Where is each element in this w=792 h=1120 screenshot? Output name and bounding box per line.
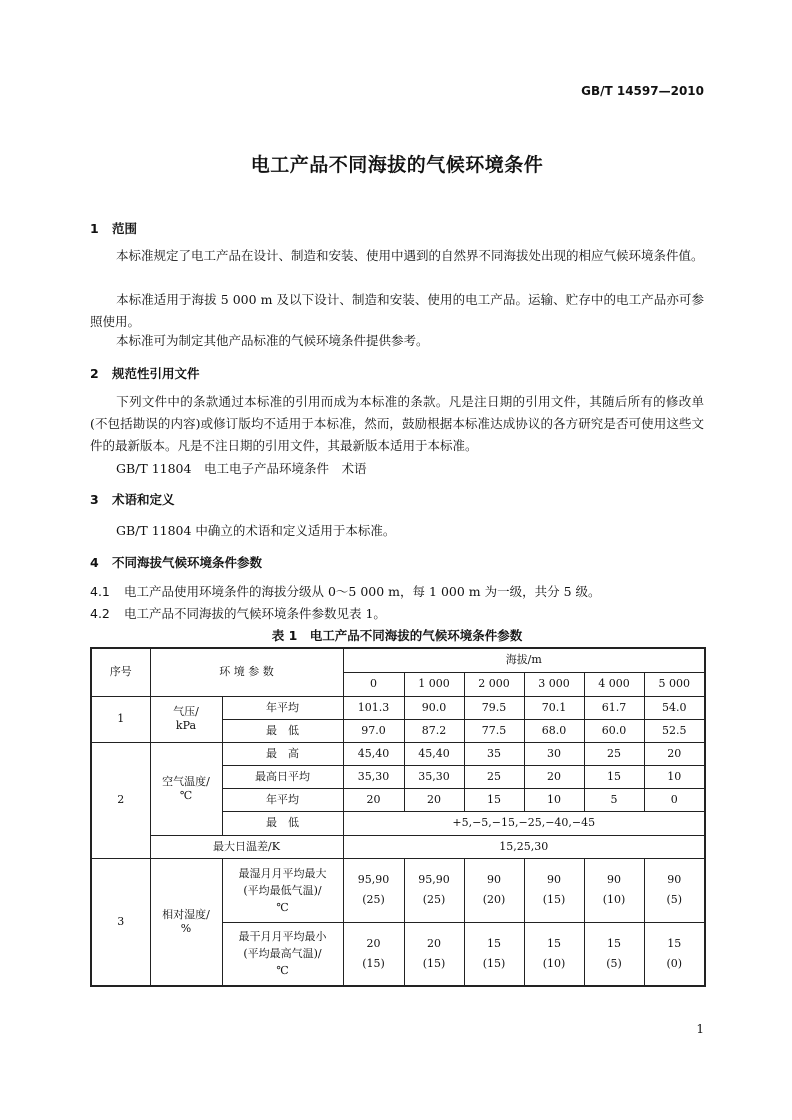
sub-param: 最 低 <box>222 719 343 742</box>
clause-text: 电工产品不同海拔的气候环境条件参数见表 1。 <box>124 606 386 621</box>
cell: 87.2 <box>404 719 464 742</box>
cell: 25 <box>464 765 524 788</box>
cell: 20 (15) <box>343 922 404 986</box>
standard-number: GB/T 14597—2010 <box>581 84 704 98</box>
cell: 20 <box>404 788 464 811</box>
table-row <box>91 835 705 858</box>
clause-number: 4.1 <box>90 584 110 599</box>
cell: 15 <box>584 765 644 788</box>
cell: 61.7 <box>584 696 644 719</box>
cell: 20 (15) <box>404 922 464 986</box>
table-row <box>91 858 705 922</box>
sub-param: 年平均 <box>222 696 343 719</box>
table-row <box>91 742 705 765</box>
cell: 70.1 <box>524 696 584 719</box>
section-3-paragraph-1: GB/T 11804 中确立的术语和定义适用于本标准。 <box>116 523 396 538</box>
cell: 15 (5) <box>584 922 644 986</box>
section-title: 范围 <box>112 221 138 236</box>
sub-param: 最干月月平均最小 (平均最高气温)/ ℃ <box>222 922 343 986</box>
cell: 95,90 (25) <box>404 858 464 922</box>
altitude-col-3: 3 000 <box>524 672 584 696</box>
cell: 90 (5) <box>644 858 705 922</box>
cell: 35,30 <box>343 765 404 788</box>
cell: 20 <box>644 742 705 765</box>
cell: 0 <box>644 788 705 811</box>
row-seq: 3 <box>91 858 150 986</box>
cell: 35,30 <box>404 765 464 788</box>
section-1-paragraph-1 <box>90 245 704 267</box>
paragraph-text: 本标准规定了电工产品在设计、制造和安装、使用中遇到的自然界不同海拔处出现的相应气候环境条件值。 <box>116 248 704 263</box>
clause-4-1 <box>90 582 601 600</box>
param-air-temperature: 空气温度/ ℃ <box>150 742 222 835</box>
cell: 60.0 <box>584 719 644 742</box>
cell: 90 (15) <box>524 858 584 922</box>
cell-merged: 15,25,30 <box>343 835 705 858</box>
cell: 10 <box>524 788 584 811</box>
section-title: 不同海拔气候环境条件参数 <box>112 555 263 570</box>
sub-param: 最 高 <box>222 742 343 765</box>
cell: 20 <box>343 788 404 811</box>
paragraph-text: 下列文件中的条款通过本标准的引用而成为本标准的条款。凡是注日期的引用文件，其随后所有的修改单(不包括勘误的内容)或修订版均不适用于本标准，然而，鼓励根据本标准达成协议的各方研究是否可使用这些文件的最新版本。凡是不注日期的引用文件，其最新版本适用于本标准。 <box>90 394 704 453</box>
section-number: 3 <box>90 492 99 507</box>
section-number: 2 <box>90 366 99 381</box>
section-2-heading <box>90 364 200 382</box>
clause-text: 电工产品使用环境条件的海拔分级从 0～5 000 m，每 1 000 m 为一级，共分 5 级。 <box>124 584 601 599</box>
sub-param: 年平均 <box>222 788 343 811</box>
section-number: 1 <box>90 221 99 236</box>
cell: 15 <box>464 788 524 811</box>
section-4-heading <box>90 553 262 571</box>
table-caption: 表 1 电工产品不同海拔的气候环境条件参数 <box>271 628 523 643</box>
altitude-col-2: 2 000 <box>464 672 524 696</box>
altitude-col-4: 4 000 <box>584 672 644 696</box>
cell: 101.3 <box>343 696 404 719</box>
param-daily-temp-range: 最大日温差/K <box>150 835 343 858</box>
page-number: 1 <box>696 1022 704 1036</box>
cell: 52.5 <box>644 719 705 742</box>
cell: 95,90 (25) <box>343 858 404 922</box>
header-env-param: 环 境 参 数 <box>150 648 343 696</box>
altitude-col-1: 1 000 <box>404 672 464 696</box>
cell: 35 <box>464 742 524 765</box>
cell: 77.5 <box>464 719 524 742</box>
normative-reference: GB/T 11804 电工电子产品环境条件 术语 <box>116 461 367 476</box>
clause-number: 4.2 <box>90 606 110 621</box>
cell: 45,40 <box>404 742 464 765</box>
section-1-paragraph-2 <box>90 289 704 333</box>
cell: 5 <box>584 788 644 811</box>
cell: 15 (0) <box>644 922 705 986</box>
cell: 97.0 <box>343 719 404 742</box>
altitude-col-5: 5 000 <box>644 672 705 696</box>
cell: 10 <box>644 765 705 788</box>
cell: 15 (10) <box>524 922 584 986</box>
section-title: 术语和定义 <box>112 492 175 507</box>
table-row <box>91 696 705 719</box>
param-pressure: 气压/ kPa <box>150 696 222 742</box>
header-altitude: 海拔/m <box>343 648 705 672</box>
cell: 30 <box>524 742 584 765</box>
section-title: 规范性引用文件 <box>112 366 200 381</box>
cell: 20 <box>524 765 584 788</box>
sub-param: 最高日平均 <box>222 765 343 788</box>
section-1-paragraph-3 <box>90 330 704 352</box>
paragraph-text: 本标准可为制定其他产品标准的气候环境条件提供参考。 <box>116 333 429 348</box>
altitude-col-0: 0 <box>343 672 404 696</box>
sub-param: 最 低 <box>222 811 343 835</box>
cell: 25 <box>584 742 644 765</box>
cell: 45,40 <box>343 742 404 765</box>
climate-parameter-table <box>90 647 706 987</box>
cell: 79.5 <box>464 696 524 719</box>
cell: 90 (20) <box>464 858 524 922</box>
row-seq: 2 <box>91 742 150 858</box>
cell: 15 (15) <box>464 922 524 986</box>
param-relative-humidity: 相对湿度/ % <box>150 858 222 986</box>
cell: 68.0 <box>524 719 584 742</box>
cell: 90 (10) <box>584 858 644 922</box>
section-1-heading <box>90 219 137 237</box>
paragraph-text: 本标准适用于海拔 5 000 m 及以下设计、制造和安装、使用的电工产品。运输、贮存中的电工产品亦可参照使用。 <box>90 292 704 329</box>
cell: 90.0 <box>404 696 464 719</box>
section-3-heading <box>90 490 175 508</box>
clause-4-2 <box>90 604 386 622</box>
document-title: 电工产品不同海拔的气候环境条件 <box>250 154 544 176</box>
section-number: 4 <box>90 555 99 570</box>
header-seq: 序号 <box>91 648 150 696</box>
section-2-paragraph-1 <box>90 391 704 457</box>
cell-merged: +5,−5,−15,−25,−40,−45 <box>343 811 705 835</box>
sub-param: 最湿月月平均最大 (平均最低气温)/ ℃ <box>222 858 343 922</box>
row-seq: 1 <box>91 696 150 742</box>
cell: 54.0 <box>644 696 705 719</box>
